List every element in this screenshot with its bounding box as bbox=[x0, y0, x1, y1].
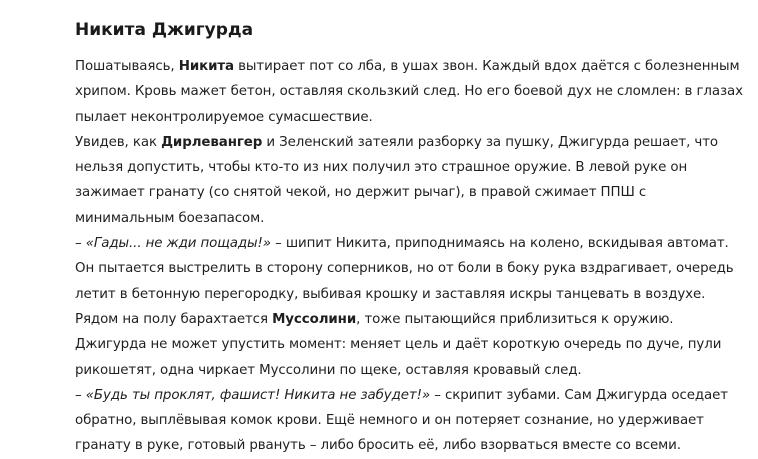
article bbox=[75, 18, 745, 459]
article-title: Никита Джигурда bbox=[75, 20, 254, 40]
text-run: , тоже пытающийся приблизиться к оружию. Джигурда не может упустить момент: меняет цель и даёт короткую очередь по дуче, пули рикошетят, одна чиркает Муссолини по щеке, оставляя кровавый след. bbox=[75, 311, 722, 378]
text-run: – скрипит зубами. Сам Джигурда оседает обратно, выплёвывая комок крови. Ещё немного и он потеряет сознание, но удерживает гранату в руке, готовый рвануть – либо бросить её, либо взорваться вместе со всеми. bbox=[75, 387, 728, 454]
text-run: – bbox=[75, 387, 86, 403]
italic-quote: «Будь ты проклят, фашист! Никита не забудет!» bbox=[85, 387, 431, 403]
bold-name: Дирлевангер bbox=[161, 134, 263, 150]
text-run: – шипит Никита, приподнимаясь на колено, вскидывая автомат. Он пытается выстрелить в сторону соперников, но от боли в боку рука вздрагивает, очередь летит в бетонную перегородку, выбивая крошку и заставляя искры танцевать в воздухе. bbox=[75, 236, 734, 302]
text-run: Рядом на полу барахтается bbox=[75, 311, 273, 327]
text-run: и Зеленский затеяли разборку за пушку, Джигурда решает, что нельзя допустить, чтобы кто-то из них получил это страшное оружие. В левой руке он зажимает гранату (со снятой чекой, но держит рычаг), в правой сжимает ППШ с минимальным боезапасом. bbox=[75, 134, 719, 226]
bold-name: Никита bbox=[178, 59, 234, 74]
text-run: вытирает пот со лба, в ушах звон. Каждый вдох даётся с болезненным хрипом. Кровь мажет бетон, оставляя скользкий след. Но его боевой дух не сломлен: в глазах пылает неконтролируемое сумасшествие. bbox=[75, 59, 743, 125]
italic-quote: «Гады... не жди пощады!» bbox=[85, 236, 271, 252]
text-run: Увидев, как bbox=[75, 134, 162, 150]
paragraph bbox=[75, 383, 745, 459]
paragraph bbox=[75, 307, 745, 383]
article-body bbox=[75, 54, 745, 459]
text-run: Пошатываясь, bbox=[75, 59, 179, 74]
bold-name: Муссолини bbox=[272, 311, 357, 327]
paragraph bbox=[75, 54, 745, 130]
paragraph bbox=[75, 231, 745, 307]
text-run: – bbox=[75, 236, 86, 252]
paragraph bbox=[75, 130, 745, 231]
